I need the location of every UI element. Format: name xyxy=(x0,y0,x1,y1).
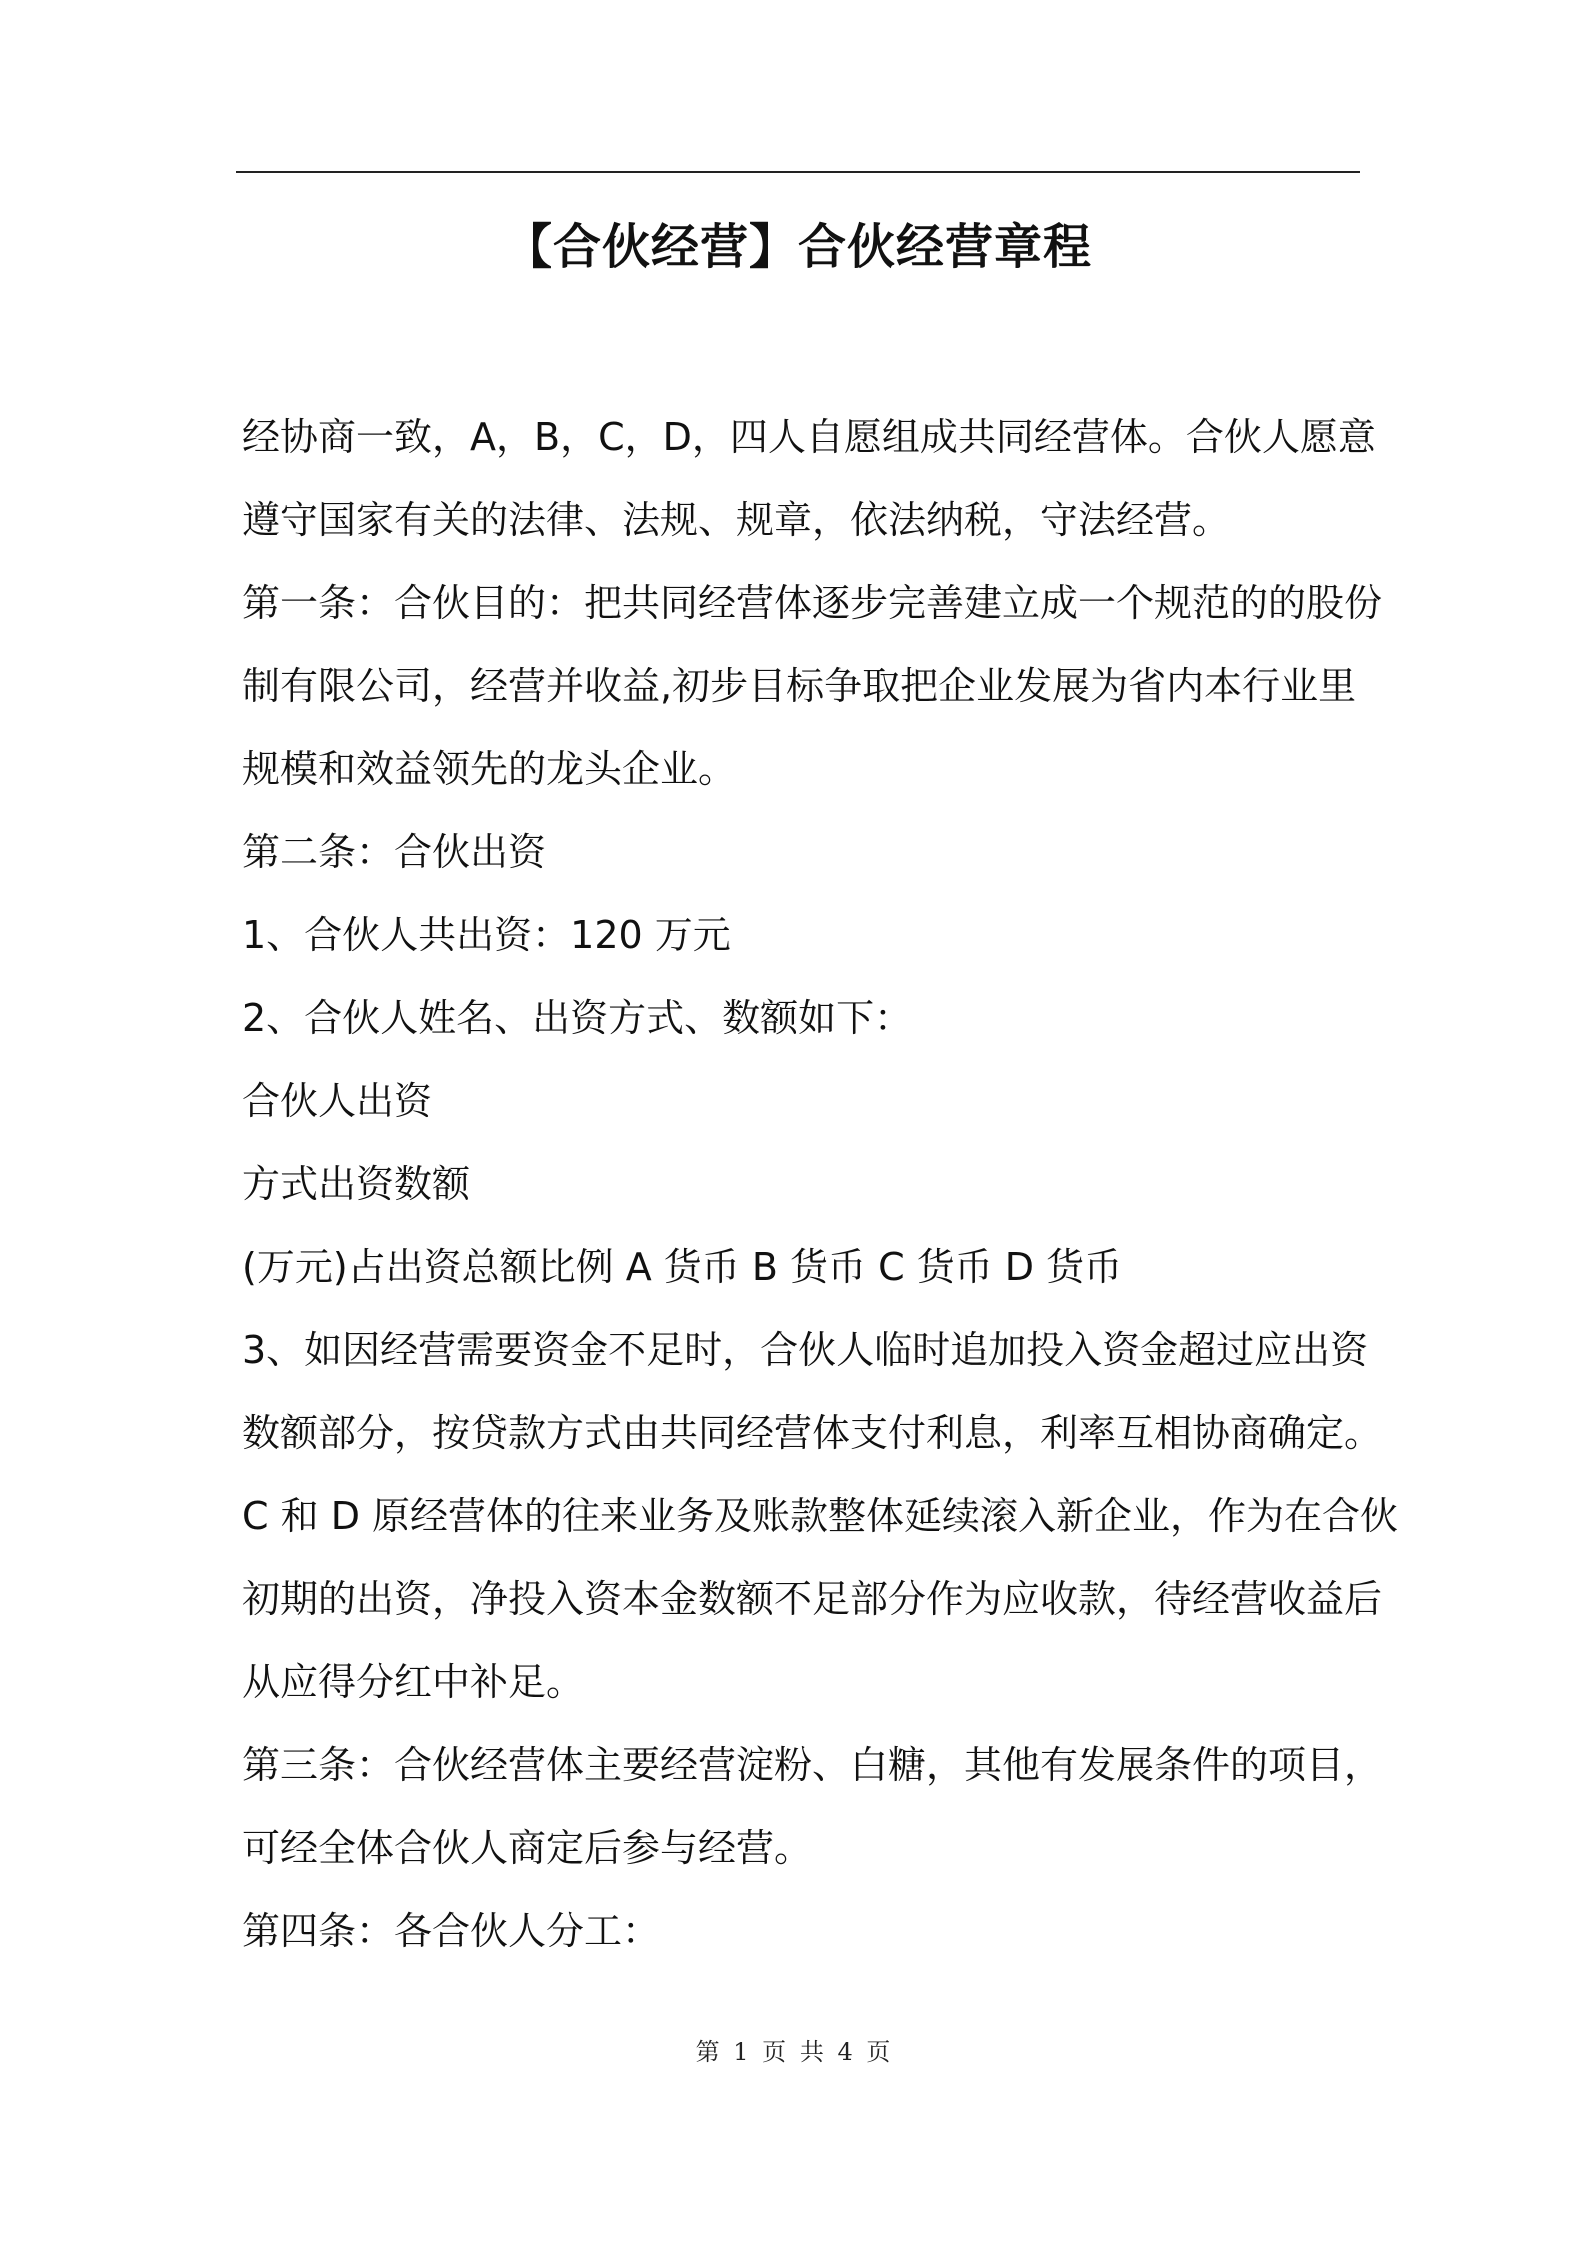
paragraph-line: (万元)占出资总额比例 A 货币 B 货币 C 货币 D 货币 xyxy=(242,1245,1123,1289)
paragraph-line: 2、合伙人姓名、出资方式、数额如下： xyxy=(242,996,913,1040)
footer-prefix: 第 xyxy=(695,2038,720,2066)
paragraph-line: 方式出资数额 xyxy=(242,1162,471,1206)
paragraph-line: 遵守国家有关的法律、法规、规章，依法纳税，守法经营。 xyxy=(242,498,1231,542)
paragraph-line: 合伙人出资 xyxy=(242,1079,433,1123)
paragraph-line: 从应得分红中补足。 xyxy=(242,1660,585,1704)
document-title: 【合伙经营】合伙经营章程 xyxy=(503,219,1092,275)
paragraph-line: 3、如因经营需要资金不足时，合伙人临时追加投入资金超过应出资 xyxy=(242,1328,1369,1372)
header-rule xyxy=(236,171,1360,173)
footer-suffix: 页 xyxy=(866,2038,891,2066)
paragraph-line: 第二条：合伙出资 xyxy=(242,830,547,874)
paragraph-line: C 和 D 原经营体的往来业务及账款整体延续滚入新企业，作为在合伙 xyxy=(242,1494,1399,1538)
paragraph-line: 第一条：合伙目的：把共同经营体逐步完善建立成一个规范的的股份 xyxy=(242,581,1383,625)
paragraph-line: 第三条：合伙经营体主要经营淀粉、白糖，其他有发展条件的项目， xyxy=(242,1743,1383,1787)
paragraph-line: 数额部分，按贷款方式由共同经营体支付利息，利率互相协商确定。 xyxy=(242,1411,1383,1455)
current-page-number: 1 xyxy=(733,2038,749,2066)
paragraph-line: 1、合伙人共出资：120 万元 xyxy=(242,913,731,957)
page-footer xyxy=(0,2034,1586,2070)
total-pages-number: 4 xyxy=(837,2038,853,2066)
paragraph-line: 规模和效益领先的龙头企业。 xyxy=(242,747,737,791)
footer-page-word: 页 xyxy=(762,2038,787,2066)
paragraph-line: 经协商一致，A，B，C，D，四人自愿组成共同经营体。合伙人愿意 xyxy=(242,415,1376,459)
paragraph-line: 第四条：各合伙人分工： xyxy=(242,1909,661,1953)
footer-total-word: 共 xyxy=(799,2038,824,2066)
paragraph-line: 初期的出资，净投入资本金数额不足部分作为应收款，待经营收益后 xyxy=(242,1577,1383,1621)
document-body xyxy=(242,396,1399,1973)
paragraph-line: 可经全体合伙人商定后参与经营。 xyxy=(242,1826,813,1870)
paragraph-line: 制有限公司，经营并收益,初步目标争取把企业发展为省内本行业里 xyxy=(242,664,1357,708)
